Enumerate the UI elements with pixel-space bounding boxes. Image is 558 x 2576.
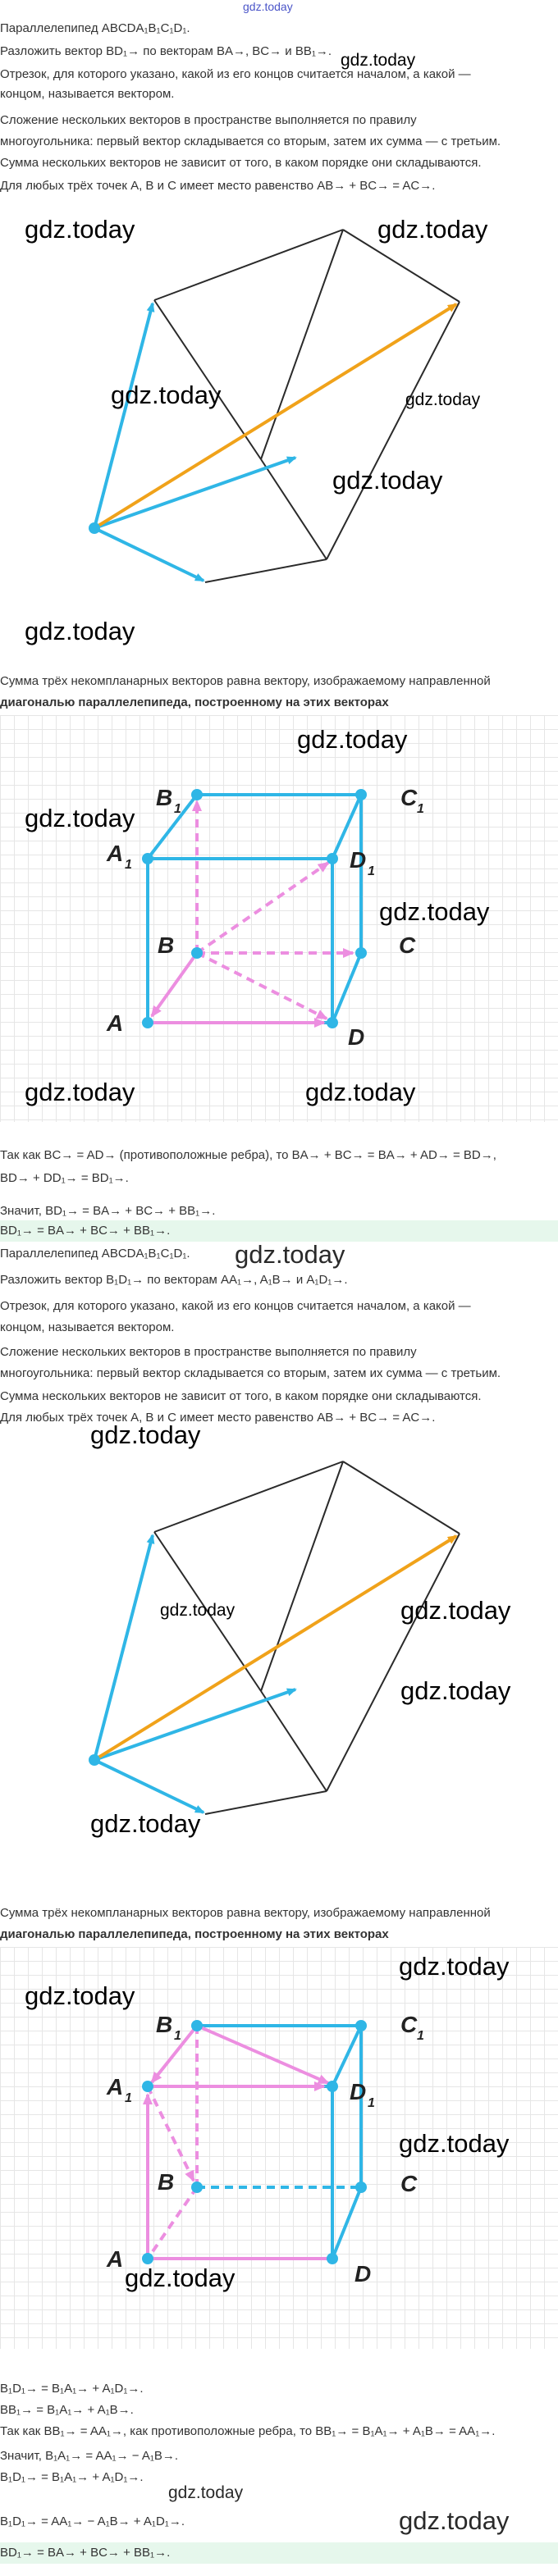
p2-watermark-top: gdz.today xyxy=(235,1240,345,1269)
p1-result-3: Значит, BD₁→ = BA→ + BC→ + BB₁→. xyxy=(0,1204,216,1218)
svg-text:gdz.today: gdz.today xyxy=(379,897,490,926)
p2-sum-line-1: Сумма трёх некомпланарных векторов равна вектору, изображаемому направленной xyxy=(0,1906,491,1920)
p2-line-5: Сложение нескольких векторов в пространстве выполняется по правилу xyxy=(0,1345,417,1359)
p2-sum-line-2: диагональю параллелепипеда, построенному на этих векторах xyxy=(0,1927,389,1941)
svg-text:gdz.today: gdz.today xyxy=(25,804,135,832)
svg-text:gdz.today: gdz.today xyxy=(111,381,222,409)
p2-watermark-bottom-left: gdz.today xyxy=(168,2483,244,2502)
p2-line-2: Разложить вектор B₁D₁→ по векторам AA₁→, A₁B→ и A₁D₁→. xyxy=(0,1273,348,1287)
p1-line-2: Разложить вектор BD₁→ по векторам BA→, BC→ и BB₁→. xyxy=(0,44,332,58)
svg-text:gdz.today: gdz.today xyxy=(25,215,135,244)
p1-sum-line-2: диагональю параллелепипеда, построенному на этих векторах xyxy=(0,695,389,709)
p1-result-2: BD→ + DD₁→ = BD₁→. xyxy=(0,1171,129,1185)
p2-line-8: Для любых трёх точек A, B и C имеет место равенство AB→ + BC→ = AC→. xyxy=(0,1411,436,1425)
svg-text:gdz.today: gdz.today xyxy=(25,1078,135,1106)
svg-text:gdz.today: gdz.today xyxy=(341,51,416,70)
p2-vector-diagram xyxy=(0,1420,558,1888)
svg-text:gdz.today: gdz.today xyxy=(125,2264,236,2292)
p2-watermark-bottom-right: gdz.today xyxy=(399,2506,510,2535)
p2-result-1: B₁D₁→ = B₁A₁→ + A₁D₁→. xyxy=(0,2382,144,2396)
p2-label-A1-sub: 1 xyxy=(125,2091,132,2105)
svg-text:gdz.today: gdz.today xyxy=(90,1420,201,1449)
p2-label-A: A xyxy=(107,2246,124,2272)
svg-text:gdz.today: gdz.today xyxy=(400,1676,511,1705)
p2-answer: BD₁→ = BA→ + BC→ + BB₁→. xyxy=(0,2542,558,2564)
svg-text:gdz.today: gdz.today xyxy=(399,2129,510,2158)
p1-cube-diagram xyxy=(0,715,558,1122)
p1-line-1: Параллелепипед ABCDA₁B₁C₁D₁. xyxy=(0,21,190,35)
p2-result-3: Так как BB₁→ = AA₁→, как противоположные ребра, то BB₁→ = B₁A₁→ + A₁B→ = AA₁→. xyxy=(0,2424,496,2438)
svg-text:gdz.today: gdz.today xyxy=(160,1601,236,1620)
svg-text:gdz.today: gdz.today xyxy=(297,725,408,754)
label-A1-sub: 1 xyxy=(125,858,132,872)
svg-text:gdz.today: gdz.today xyxy=(332,466,443,495)
svg-text:gdz.today: gdz.today xyxy=(400,1596,511,1625)
svg-text:gdz.today: gdz.today xyxy=(399,1952,510,1981)
p2-label-D1: D xyxy=(350,2079,367,2104)
p2-label-B1-sub: 1 xyxy=(174,2029,181,2043)
svg-text:gdz.today: gdz.today xyxy=(305,1078,416,1106)
label-C1: C xyxy=(400,785,418,810)
svg-text:gdz.today: gdz.today xyxy=(90,1809,201,1838)
p2-label-D: D xyxy=(354,2261,372,2286)
label-B1: B xyxy=(156,785,173,810)
label-B: B xyxy=(158,932,175,958)
label-D1: D xyxy=(350,847,367,873)
p2-label-C1-sub: 1 xyxy=(417,2029,424,2043)
label-B1-sub: 1 xyxy=(174,802,181,816)
svg-text:gdz.today: gdz.today xyxy=(377,215,488,244)
p2-line-4: концом, называется вектором. xyxy=(0,1320,175,1334)
p2-label-C: C xyxy=(400,2171,418,2196)
p1-line-8: Для любых трёх точек A, B и C имеет место равенство AB→ + BC→ = AC→. xyxy=(0,179,436,193)
p1-line-7: Сумма нескольких векторов не зависит от того, в каком порядке они складываются. xyxy=(0,156,482,170)
p2-result-5: B₁D₁→ = B₁A₁→ + A₁D₁→. xyxy=(0,2470,144,2484)
p2-result-4: Значит, B₁A₁→ = AA₁→ − A₁B→. xyxy=(0,2449,179,2463)
p1-line-6: многоугольника: первый вектор складывается со вторым, затем их сумма — с третьим. xyxy=(0,134,501,148)
label-A: A xyxy=(107,1010,124,1036)
label-C1-sub: 1 xyxy=(417,802,424,816)
p2-line-7: Сумма нескольких векторов не зависит от того, в каком порядке они складываются. xyxy=(0,1389,482,1403)
label-D1-sub: 1 xyxy=(368,864,375,878)
p2-line-6: многоугольника: первый вектор складывается со вторым, затем их сумма — с третьим. xyxy=(0,1366,501,1380)
p2-label-C1: C xyxy=(400,2012,418,2037)
p1-line-5: Сложение нескольких векторов в пространстве выполняется по правилу xyxy=(0,113,417,127)
label-A1: A xyxy=(107,841,124,866)
p2-label-B1: B xyxy=(156,2012,173,2037)
p2-result-6: B₁D₁→ = AA₁→ − A₁B→ + A₁D₁→. xyxy=(0,2514,185,2528)
svg-text:gdz.today: gdz.today xyxy=(405,390,481,409)
p2-line-3: Отрезок, для которого указано, какой из его концов считается началом, а какой — xyxy=(0,1299,471,1313)
p1-result-1: Так как BC→ = AD→ (противоположные ребра), то BA→ + BC→ = BA→ + AD→ = BD→, xyxy=(0,1148,496,1162)
site-header[interactable]: gdz.today xyxy=(243,0,293,13)
label-D: D xyxy=(348,1024,365,1050)
p1-sum-line-1: Сумма трёх некомпланарных векторов равна вектору, изображаемому направленной xyxy=(0,674,491,688)
p2-label-B: B xyxy=(158,2169,175,2195)
p2-result-2: BB₁→ = B₁A₁→ + A₁B→. xyxy=(0,2403,134,2417)
p2-label-D1-sub: 1 xyxy=(368,2096,375,2110)
svg-text:gdz.today: gdz.today xyxy=(25,617,135,645)
p1-line-4: концом, называется вектором. xyxy=(0,87,175,101)
p2-label-A1: A xyxy=(107,2074,124,2100)
p1-answer: BD₁→ = BA→ + BC→ + BB₁→. xyxy=(0,1220,558,1242)
svg-text:gdz.today: gdz.today xyxy=(25,1981,135,2010)
p2-line-1: Параллелепипед ABCDA₁B₁C₁D₁. xyxy=(0,1247,190,1261)
p1-line-3: Отрезок, для которого указано, какой из его концов считается началом, а какой — xyxy=(0,67,471,81)
p2-cube-diagram xyxy=(0,1947,558,2349)
label-C: C xyxy=(399,932,416,958)
